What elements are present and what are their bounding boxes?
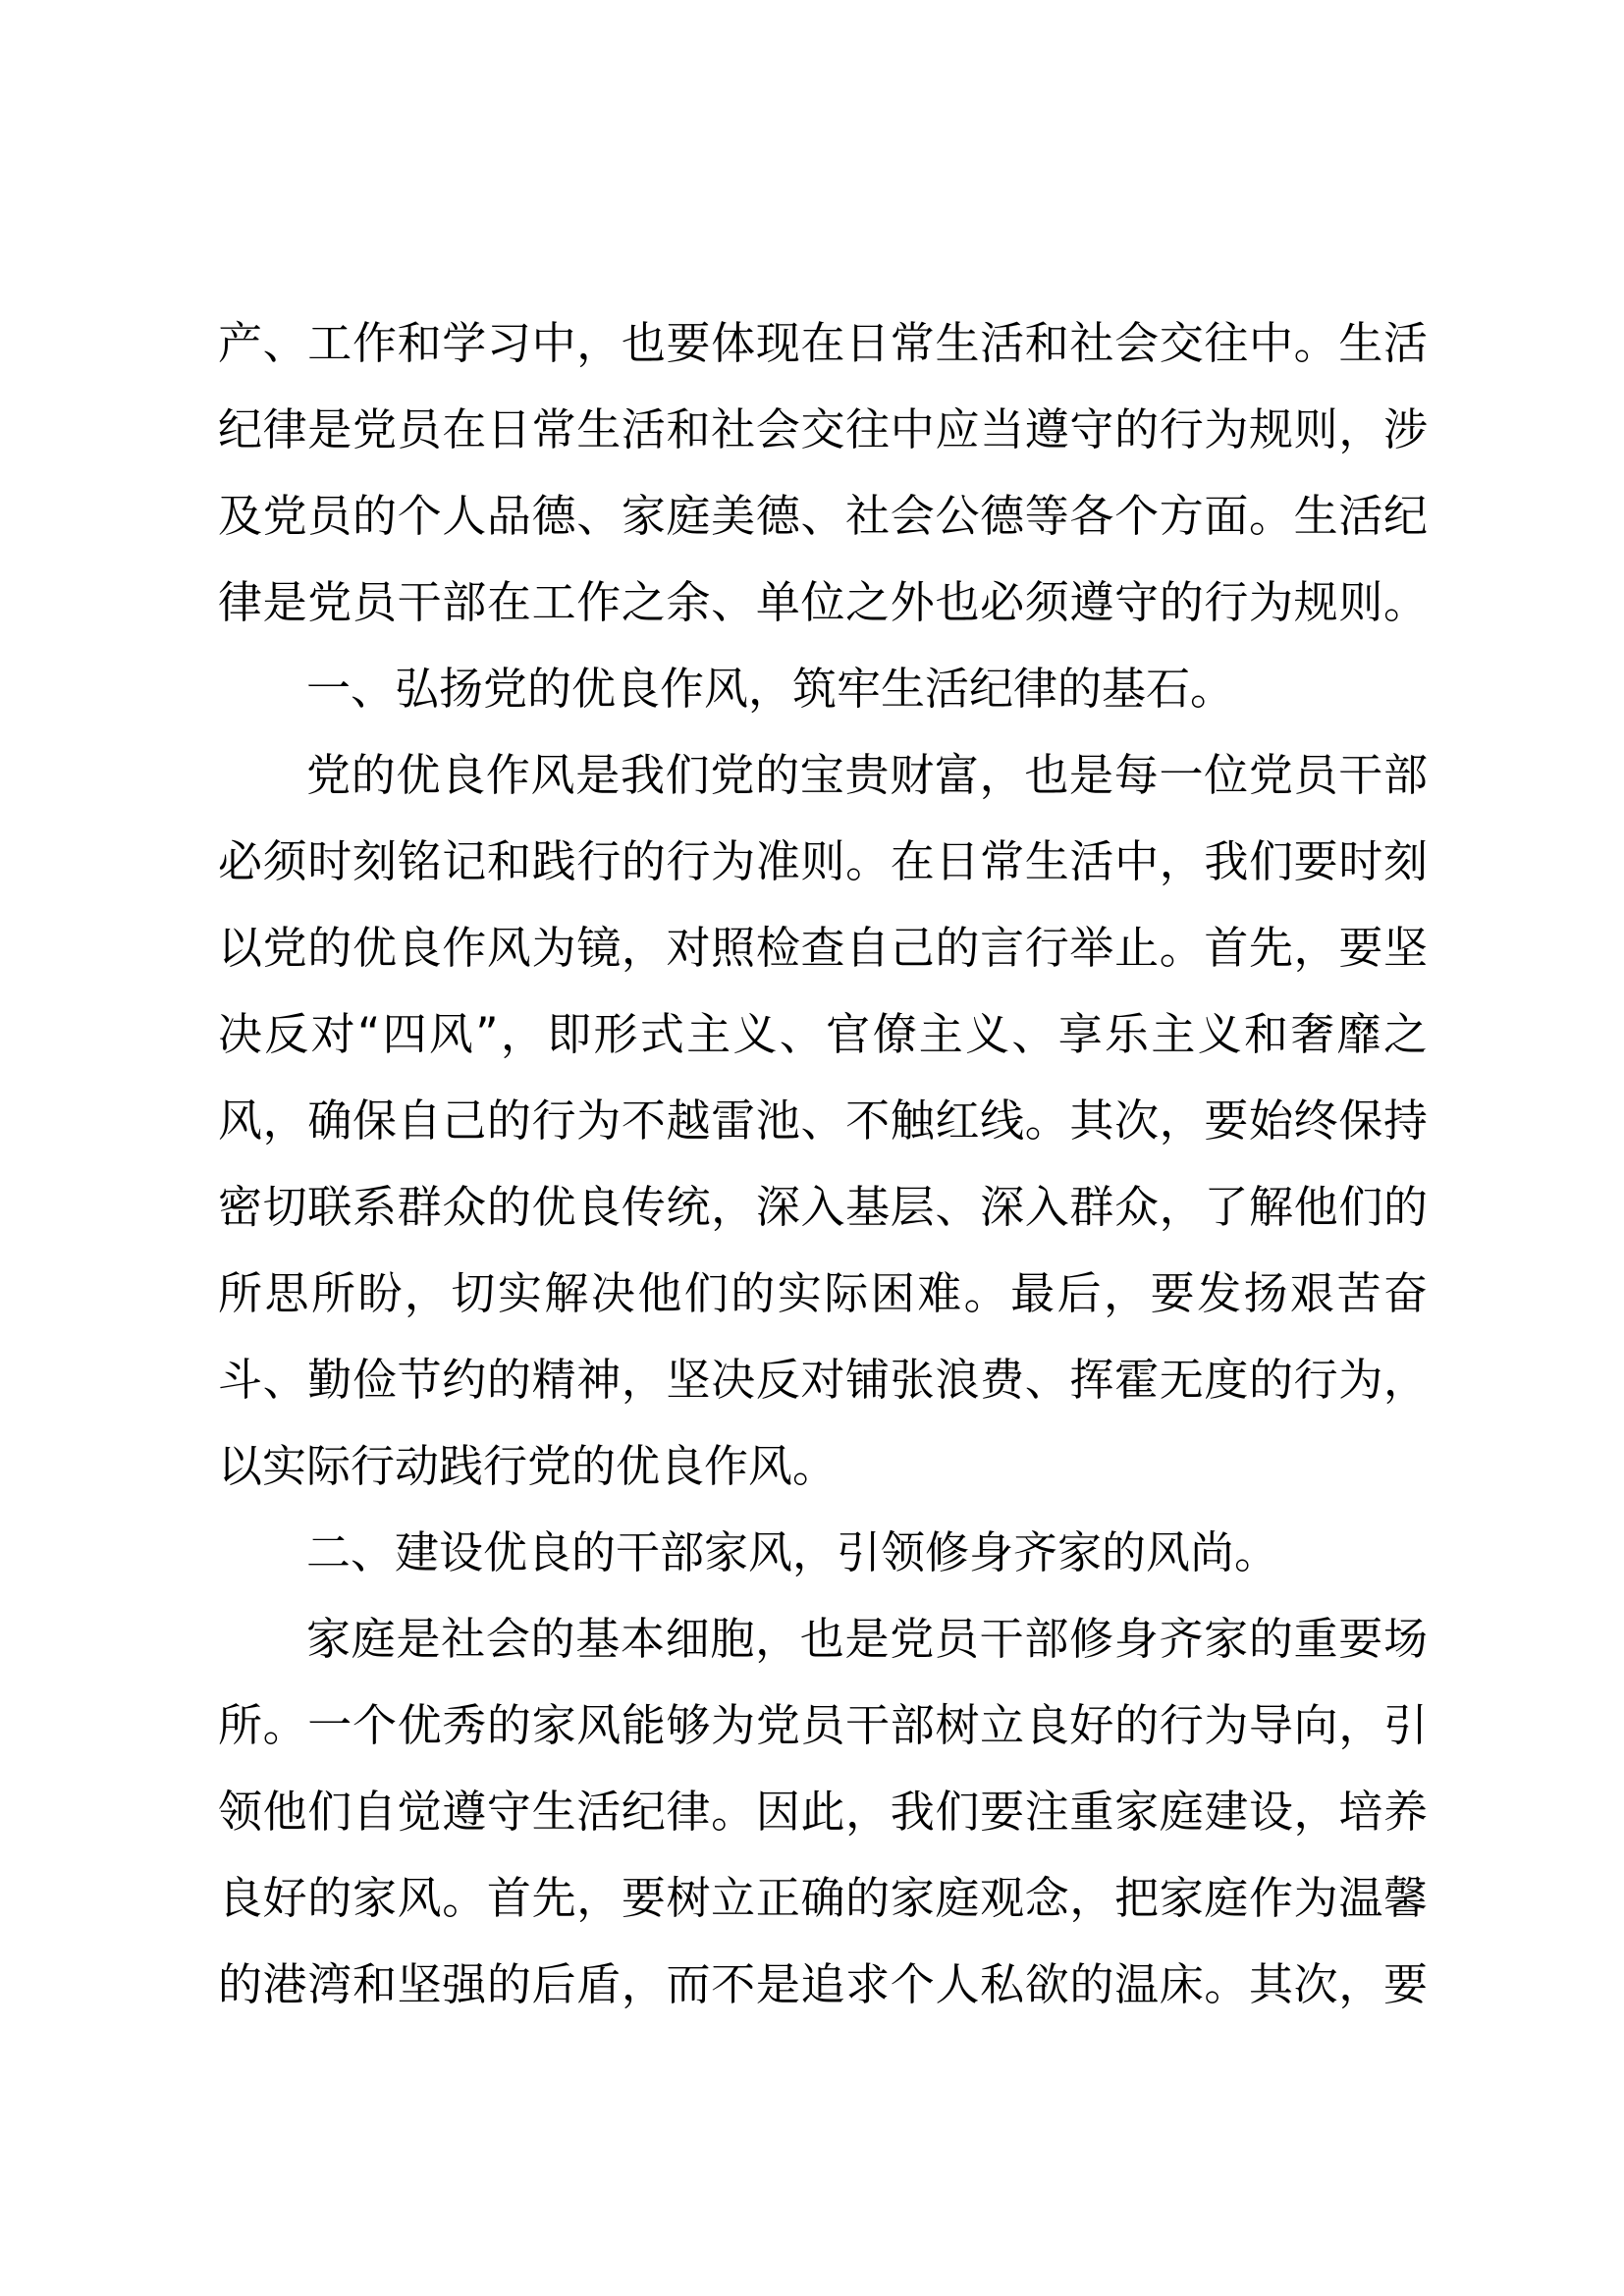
text-line: 纪律是党员在日常生活和社会交往中应当遵守的行为规则，涉 <box>218 403 1428 455</box>
text-line: 的港湾和坚强的后盾，而不是追求个人私欲的温床。其次，要 <box>218 1958 1428 2010</box>
section-heading: 一、弘扬党的优良作风，筑牢生活纪律的基石。 <box>306 663 1235 715</box>
paragraph-last-line: 以实际行动践行党的优良作风。 <box>218 1440 838 1492</box>
text-line: 斗、勤俭节约的精神，坚决反对铺张浪费、挥霍无度的行为， <box>218 1354 1428 1406</box>
text-line: 密切联系群众的优良传统，深入基层、深入群众，了解他们的 <box>218 1181 1428 1233</box>
text-line: 风，确保自己的行为不越雷池、不触红线。其次，要始终保持 <box>218 1095 1428 1147</box>
text-line: 领他们自觉遵守生活纪律。因此，我们要注重家庭建设，培养 <box>218 1786 1428 1838</box>
text-line: 律是党员干部在工作之余、单位之外也必须遵守的行为规则。 <box>218 576 1428 628</box>
text-line: 所。一个优秀的家风能够为党员干部树立良好的行为导向，引 <box>218 1699 1428 1751</box>
text-line: 必须时刻铭记和践行的行为准则。在日常生活中，我们要时刻 <box>218 835 1428 887</box>
text-line: 决反对“四风”，即形式主义、官僚主义、享乐主义和奢靡之 <box>218 1008 1428 1060</box>
text-line: 良好的家风。首先，要树立正确的家庭观念，把家庭作为温馨 <box>218 1872 1428 1924</box>
text-line: 产、工作和学习中，也要体现在日常生活和社会交往中。生活 <box>218 317 1428 369</box>
text-line: 以党的优良作风为镜，对照检查自己的言行举止。首先，要坚 <box>218 922 1428 974</box>
paragraph-first-line: 家庭是社会的基本细胞，也是党员干部修身齐家的重要场 <box>306 1613 1428 1665</box>
text-line: 所思所盼，切实解决他们的实际困难。最后，要发扬艰苦奋 <box>218 1267 1428 1319</box>
text-line: 及党员的个人品德、家庭美德、社会公德等各个方面。生活纪 <box>218 490 1428 542</box>
paragraph-first-line: 党的优良作风是我们党的宝贵财富，也是每一位党员干部 <box>306 749 1428 801</box>
section-heading: 二、建设优良的干部家风，引领修身齐家的风尚。 <box>306 1526 1279 1578</box>
